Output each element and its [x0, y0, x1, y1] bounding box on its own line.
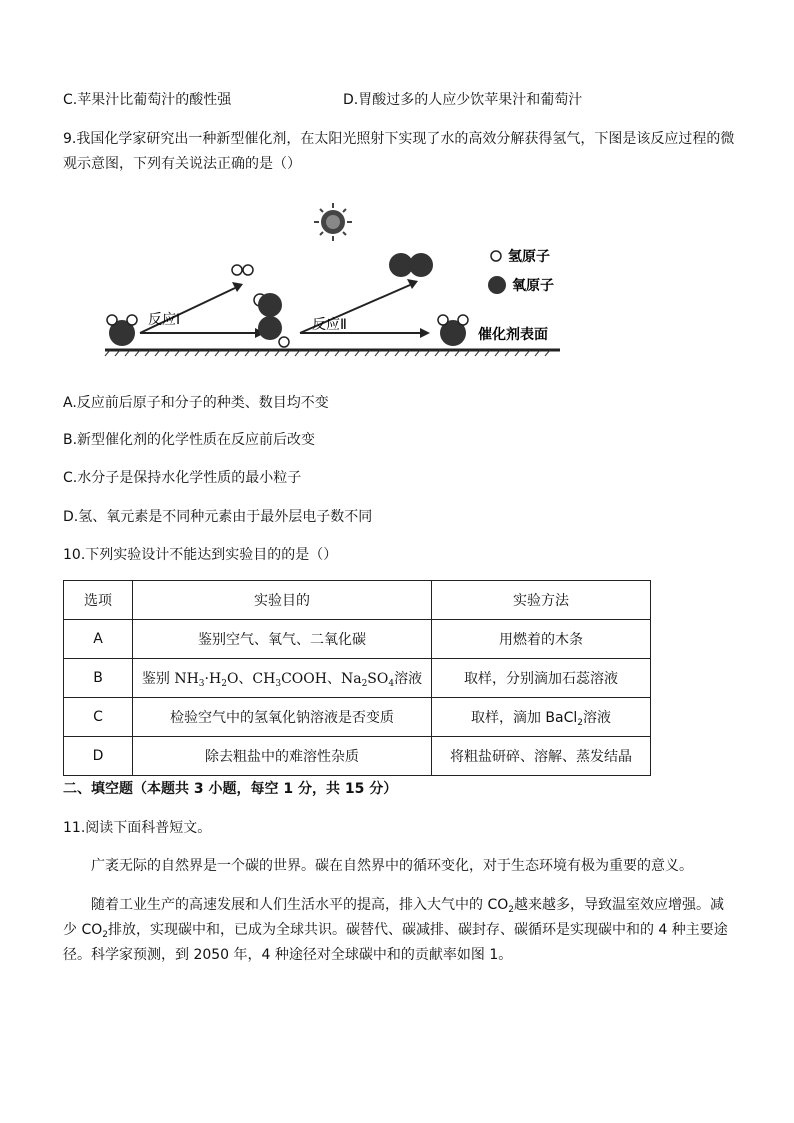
table-row	[64, 698, 651, 737]
q11-para1: 广袤无际的自然界是一个碳的世界。碳在自然界中的循环变化，对于生态环境有极为重要的意义。	[91, 858, 693, 874]
legend-oxygen-icon	[488, 276, 506, 294]
hydrogen-molecule-icon	[232, 265, 253, 275]
q9-option-a: A.反应前后原子和分子的种类、数目均不变	[63, 395, 329, 411]
q11-para2-line3: 径。科学家预测，到 2050 年，4 种途径对全球碳中和的贡献率如图 1。	[63, 947, 513, 963]
row-purpose: 鉴别 $NH_3\cdot H_2O$、$CH_3COOH$、$Na_2SO_4$溶液	[133, 659, 432, 698]
water-molecule-icon	[107, 315, 137, 346]
q9-stem-line2: 观示意图，下列有关说法正确的是（）	[63, 156, 301, 172]
oxygen-molecule-icon	[389, 253, 433, 277]
row-purpose: 鉴别空气、氧气、二氧化碳	[133, 620, 432, 659]
row-option: D	[64, 737, 133, 776]
sun-icon	[314, 203, 352, 241]
reaction2-label: 反应Ⅱ	[312, 317, 347, 333]
q9-option-c: C.水分子是保持水化学性质的最小粒子	[63, 470, 302, 486]
row-purpose: 除去粗盐中的难溶性杂质	[133, 737, 432, 776]
table-header-row	[64, 581, 651, 620]
legend-hydrogen-icon	[491, 251, 501, 261]
catalyst-surface-label: 催化剂表面	[478, 327, 548, 343]
catalyst-water-icon	[438, 315, 468, 346]
header-purpose: 实验目的	[133, 581, 432, 620]
q9-option-b: B.新型催化剂的化学性质在反应前后改变	[63, 432, 316, 448]
row-option: A	[64, 620, 133, 659]
q11-stem: 11.阅读下面科普短文。	[63, 820, 212, 836]
table-row	[64, 620, 651, 659]
legend-hydrogen-label: 氢原子	[508, 249, 550, 265]
experiment-table	[63, 580, 651, 776]
intermediate-molecule-icon	[254, 293, 289, 347]
row-option: C	[64, 698, 133, 737]
q11-para2-line2: 少 $CO_2$排放，实现碳中和，已成为全球共识。碳替代、碳减排、碳封存、碳循环是实现碳中和的 4 种主要途	[63, 922, 728, 940]
header-option: 选项	[64, 581, 133, 620]
header-method: 实验方法	[432, 581, 651, 620]
q8-option-c: C.苹果汁比葡萄汁的酸性强	[63, 92, 232, 108]
table-row	[64, 737, 651, 776]
row-method: 取样，分别滴加石蕊溶液	[432, 659, 651, 698]
row-option: B	[64, 659, 133, 698]
row-method: 将粗盐研碎、溶解、蒸发结晶	[432, 737, 651, 776]
row-method: 用燃着的木条	[432, 620, 651, 659]
row-method: 取样，滴加 BaCl$_2$溶液	[432, 698, 651, 737]
table-row	[64, 659, 651, 698]
legend-oxygen-label: 氧原子	[512, 278, 554, 294]
q9-stem-line1: 9.我国化学家研究出一种新型催化剂，在太阳光照射下实现了水的高效分解获得氢气，下图是该反应过程的微	[63, 131, 735, 147]
reaction1-label: 反应Ⅰ	[148, 312, 181, 328]
reaction-diagram	[100, 200, 570, 360]
q10-stem: 10.下列实验设计不能达到实验目的的是（）	[63, 547, 338, 563]
q11-para2-line1: 随着工业生产的高速发展和人们生活水平的提高，排入大气中的 $CO_2$越来越多，导致温室效应增强。减	[91, 897, 724, 915]
q8-option-d: D.胃酸过多的人应少饮苹果汁和葡萄汁	[343, 92, 583, 108]
q9-option-d: D.氢、氧元素是不同种元素由于最外层电子数不同	[63, 509, 373, 525]
section2-heading: 二、填空题（本题共 3 小题，每空 1 分，共 15 分）	[63, 781, 398, 797]
row-purpose: 检验空气中的氢氧化钠溶液是否变质	[133, 698, 432, 737]
